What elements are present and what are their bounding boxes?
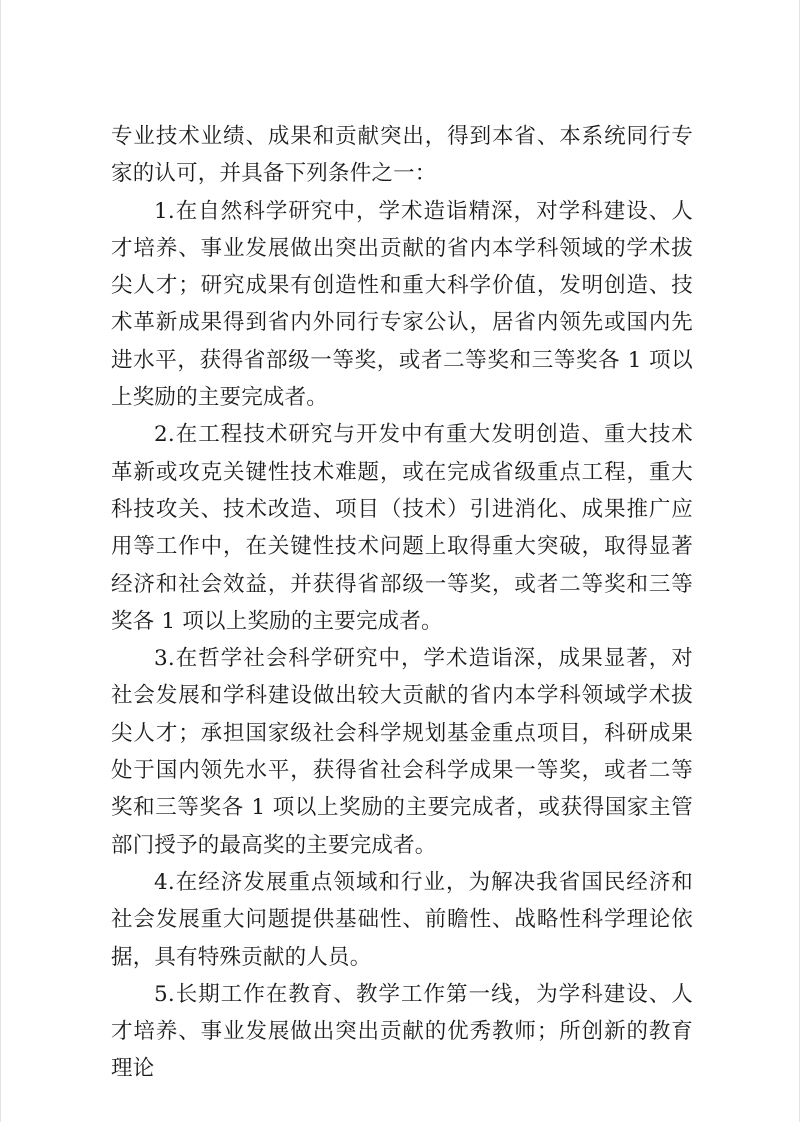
paragraph-item-5: 5.长期工作在教育、教学工作第一线，为学科建设、人才培养、事业发展做出突出贡献的优秀教师；所创新的教育理论 <box>111 981 693 1082</box>
paragraph-item-3: 3.在哲学社会科学研究中，学术造诣深，成果显著，对社会发展和学科建设做出较大贡献的省内本学科领域学术拔尖人才；承担国家级社会科学规划基金重点项目，科研成果处于国内领先水平，获得省社会科学成果一等奖，或者二等奖和三等奖各 1 项以上奖励的主要完成者，或获得国家主管部门授予的最高奖的主要完成者。 <box>111 646 693 858</box>
paragraph-intro: 专业技术业绩、成果和贡献突出，得到本省、本系统同行专家的认可，并具备下列条件之一： <box>111 124 693 187</box>
document-body <box>111 118 693 1088</box>
paragraph-item-1: 1.在自然科学研究中，学术造诣精深，对学科建设、人才培养、事业发展做出突出贡献的省内本学科领域的学术拔尖人才；研究成果有创造性和重大科学价值，发明创造、技术革新成果得到省内外同行专家公认，居省内领先或国内先进水平，获得省部级一等奖，或者二等奖和三等奖各 1 项以上奖励的主要完成者。 <box>111 198 693 411</box>
paragraph-item-4: 4.在经济发展重点领域和行业，为解决我省国民经济和社会发展重大问题提供基础性、前瞻性、战略性科学理论依据，具有特殊贡献的人员。 <box>111 869 693 970</box>
paragraph-item-2: 2.在工程技术研究与开发中有重大发明创造、重大技术革新或攻克关键性技术难题，或在完成省级重点工程，重大科技攻关、技术改造、项目（技术）引进消化、成果推广应用等工作中，在关键性技术问题上取得重大突破，取得显著经济和社会效益，并获得省部级一等奖，或者二等奖和三等奖各 1 项以上奖励的主要完成者。 <box>111 422 693 634</box>
